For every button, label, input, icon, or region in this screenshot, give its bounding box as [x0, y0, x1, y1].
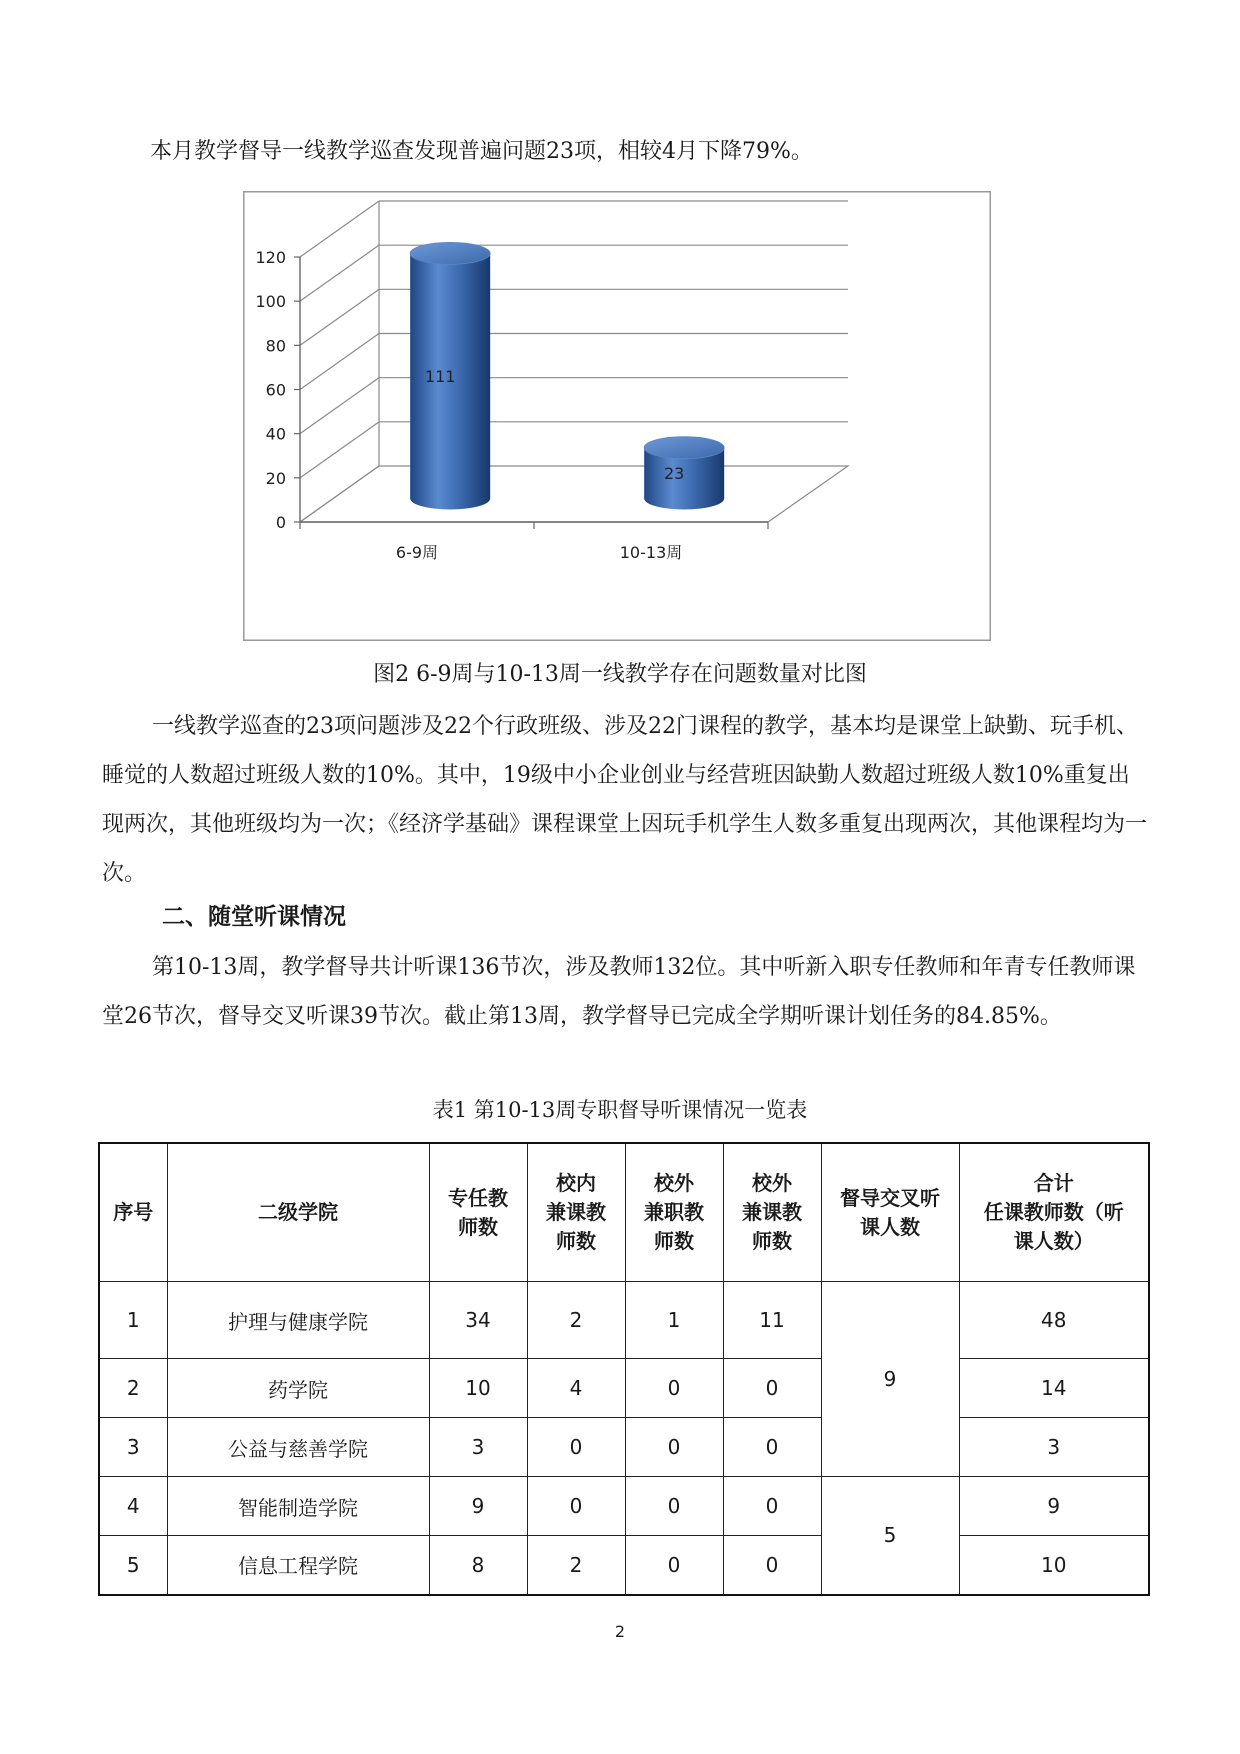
header-line: 师数 — [752, 1229, 792, 1253]
header-line: 兼课教 — [742, 1200, 802, 1224]
x-tick-label: 10-13周 — [619, 543, 683, 562]
y-tick-label: 20 — [265, 468, 286, 488]
section-heading: 二、随堂听课情况 — [162, 903, 346, 930]
bar-top — [644, 437, 724, 459]
intro-paragraph: 本月教学督导一线教学巡查发现普遍问题23项，相较4月下降79%。 — [150, 139, 813, 164]
bar — [410, 242, 490, 509]
table-title: 表1 第10-13周专职督导听课情况一览表 — [432, 1098, 808, 1122]
header-line: 校外 — [654, 1171, 694, 1195]
table-row — [99, 1282, 1149, 1359]
y-tick-label: 80 — [265, 336, 286, 356]
y-tick-label: 120 — [255, 248, 286, 267]
header-line: 课人数） — [1013, 1229, 1094, 1253]
cell-college: 智能制造学院 — [167, 1477, 429, 1536]
cell-cross-group-1: 9 — [821, 1282, 959, 1477]
cell-seq: 4 — [99, 1477, 167, 1536]
table-row — [99, 1418, 1149, 1477]
cell-seq: 5 — [99, 1536, 167, 1595]
cell-fulltime: 8 — [429, 1536, 527, 1595]
problem-count-chart — [243, 191, 991, 641]
cell-external-job: 0 — [625, 1418, 723, 1477]
lecture-paragraph: 第10-13周，教学督导共计听课136节次，涉及教师132位。其中听新入职专任教师和年青专任教师课堂26节次，督导交叉听课39节次。截止第13周，教学督导已完成全学期听课计划任务的84.85%。 — [102, 955, 1136, 1029]
cell-external-job: 0 — [625, 1477, 723, 1536]
data-label: 23 — [664, 464, 685, 484]
header-fulltime — [429, 1143, 527, 1282]
page-number: 2 — [614, 1622, 626, 1641]
y-tick-label: 0 — [275, 513, 286, 532]
cell-college: 公益与慈善学院 — [167, 1418, 429, 1477]
cell-fulltime: 9 — [429, 1477, 527, 1536]
cell-external-job: 0 — [625, 1536, 723, 1595]
table-row — [99, 1536, 1149, 1595]
cell-fulltime: 10 — [429, 1359, 527, 1418]
cell-college: 信息工程学院 — [167, 1536, 429, 1595]
cell-internal: 2 — [527, 1282, 625, 1359]
cell-college: 药学院 — [167, 1359, 429, 1418]
cell-external-job: 0 — [625, 1359, 723, 1418]
cell-cross-group-2: 5 — [821, 1477, 959, 1595]
y-tick-label: 100 — [255, 292, 286, 312]
header-line: 校外 — [752, 1171, 792, 1195]
cell-total: 14 — [959, 1359, 1149, 1418]
header-seq: 序号 — [99, 1143, 167, 1282]
cell-external-course: 0 — [723, 1536, 821, 1595]
lecture-table — [98, 1142, 1150, 1596]
bar — [644, 437, 724, 510]
table-row — [99, 1359, 1149, 1418]
cell-external-course: 0 — [723, 1418, 821, 1477]
y-tick-label: 40 — [265, 424, 286, 444]
header-external-job — [625, 1143, 723, 1282]
cell-external-course: 0 — [723, 1477, 821, 1536]
cell-total: 3 — [959, 1418, 1149, 1477]
cell-total: 48 — [959, 1282, 1149, 1359]
header-line: 师数 — [654, 1229, 694, 1253]
header-line: 兼课教 — [546, 1200, 606, 1224]
cell-seq: 1 — [99, 1282, 167, 1359]
figure-caption: 图2 6-9周与10-13周一线教学存在问题数量对比图 — [373, 662, 867, 687]
table-row — [99, 1477, 1149, 1536]
header-external-course — [723, 1143, 821, 1282]
header-line: 任课教师数（听 — [983, 1200, 1124, 1224]
y-tick-label: 60 — [265, 380, 286, 400]
header-line: 校内 — [556, 1171, 596, 1195]
problems-paragraph: 一线教学巡查的23项问题涉及22个行政班级、涉及22门课程的教学，基本均是课堂上缺勤、玩手机、睡觉的人数超过班级人数的10%。其中，19级中小企业创业与经营班因缺勤人数超过班级人数10%重复出现两次，其他班级均为一次；《经济学基础》课程课堂上因玩手机学生人数多重复出现两次，其他课程均为一次。 — [102, 714, 1148, 886]
chart-frame — [244, 192, 991, 641]
header-line: 兼职教 — [644, 1200, 704, 1224]
cell-total: 10 — [959, 1536, 1149, 1595]
table-header-row — [99, 1143, 1149, 1282]
cell-seq: 2 — [99, 1359, 167, 1418]
header-line: 专任教 — [448, 1185, 508, 1210]
cell-fulltime: 3 — [429, 1418, 527, 1477]
cell-internal: 4 — [527, 1359, 625, 1418]
header-line: 课人数 — [860, 1214, 920, 1239]
header-line: 师数 — [458, 1214, 498, 1239]
bar-top — [410, 242, 490, 264]
header-line: 合计 — [1033, 1171, 1074, 1195]
header-line: 师数 — [556, 1229, 596, 1253]
header-cross — [821, 1143, 959, 1282]
data-label: 111 — [424, 366, 456, 386]
cell-internal: 0 — [527, 1477, 625, 1536]
header-internal — [527, 1143, 625, 1282]
cell-external-course: 0 — [723, 1359, 821, 1418]
x-tick-label: 6-9周 — [395, 543, 439, 562]
header-total — [959, 1143, 1149, 1282]
cell-college: 护理与健康学院 — [167, 1282, 429, 1359]
header-line: 督导交叉听 — [840, 1185, 940, 1210]
cell-internal: 0 — [527, 1418, 625, 1477]
cell-internal: 2 — [527, 1536, 625, 1595]
cell-external-job: 1 — [625, 1282, 723, 1359]
cell-total: 9 — [959, 1477, 1149, 1536]
header-college: 二级学院 — [167, 1143, 429, 1282]
cell-seq: 3 — [99, 1418, 167, 1477]
cell-external-course: 11 — [723, 1282, 821, 1359]
cell-fulltime: 34 — [429, 1282, 527, 1359]
